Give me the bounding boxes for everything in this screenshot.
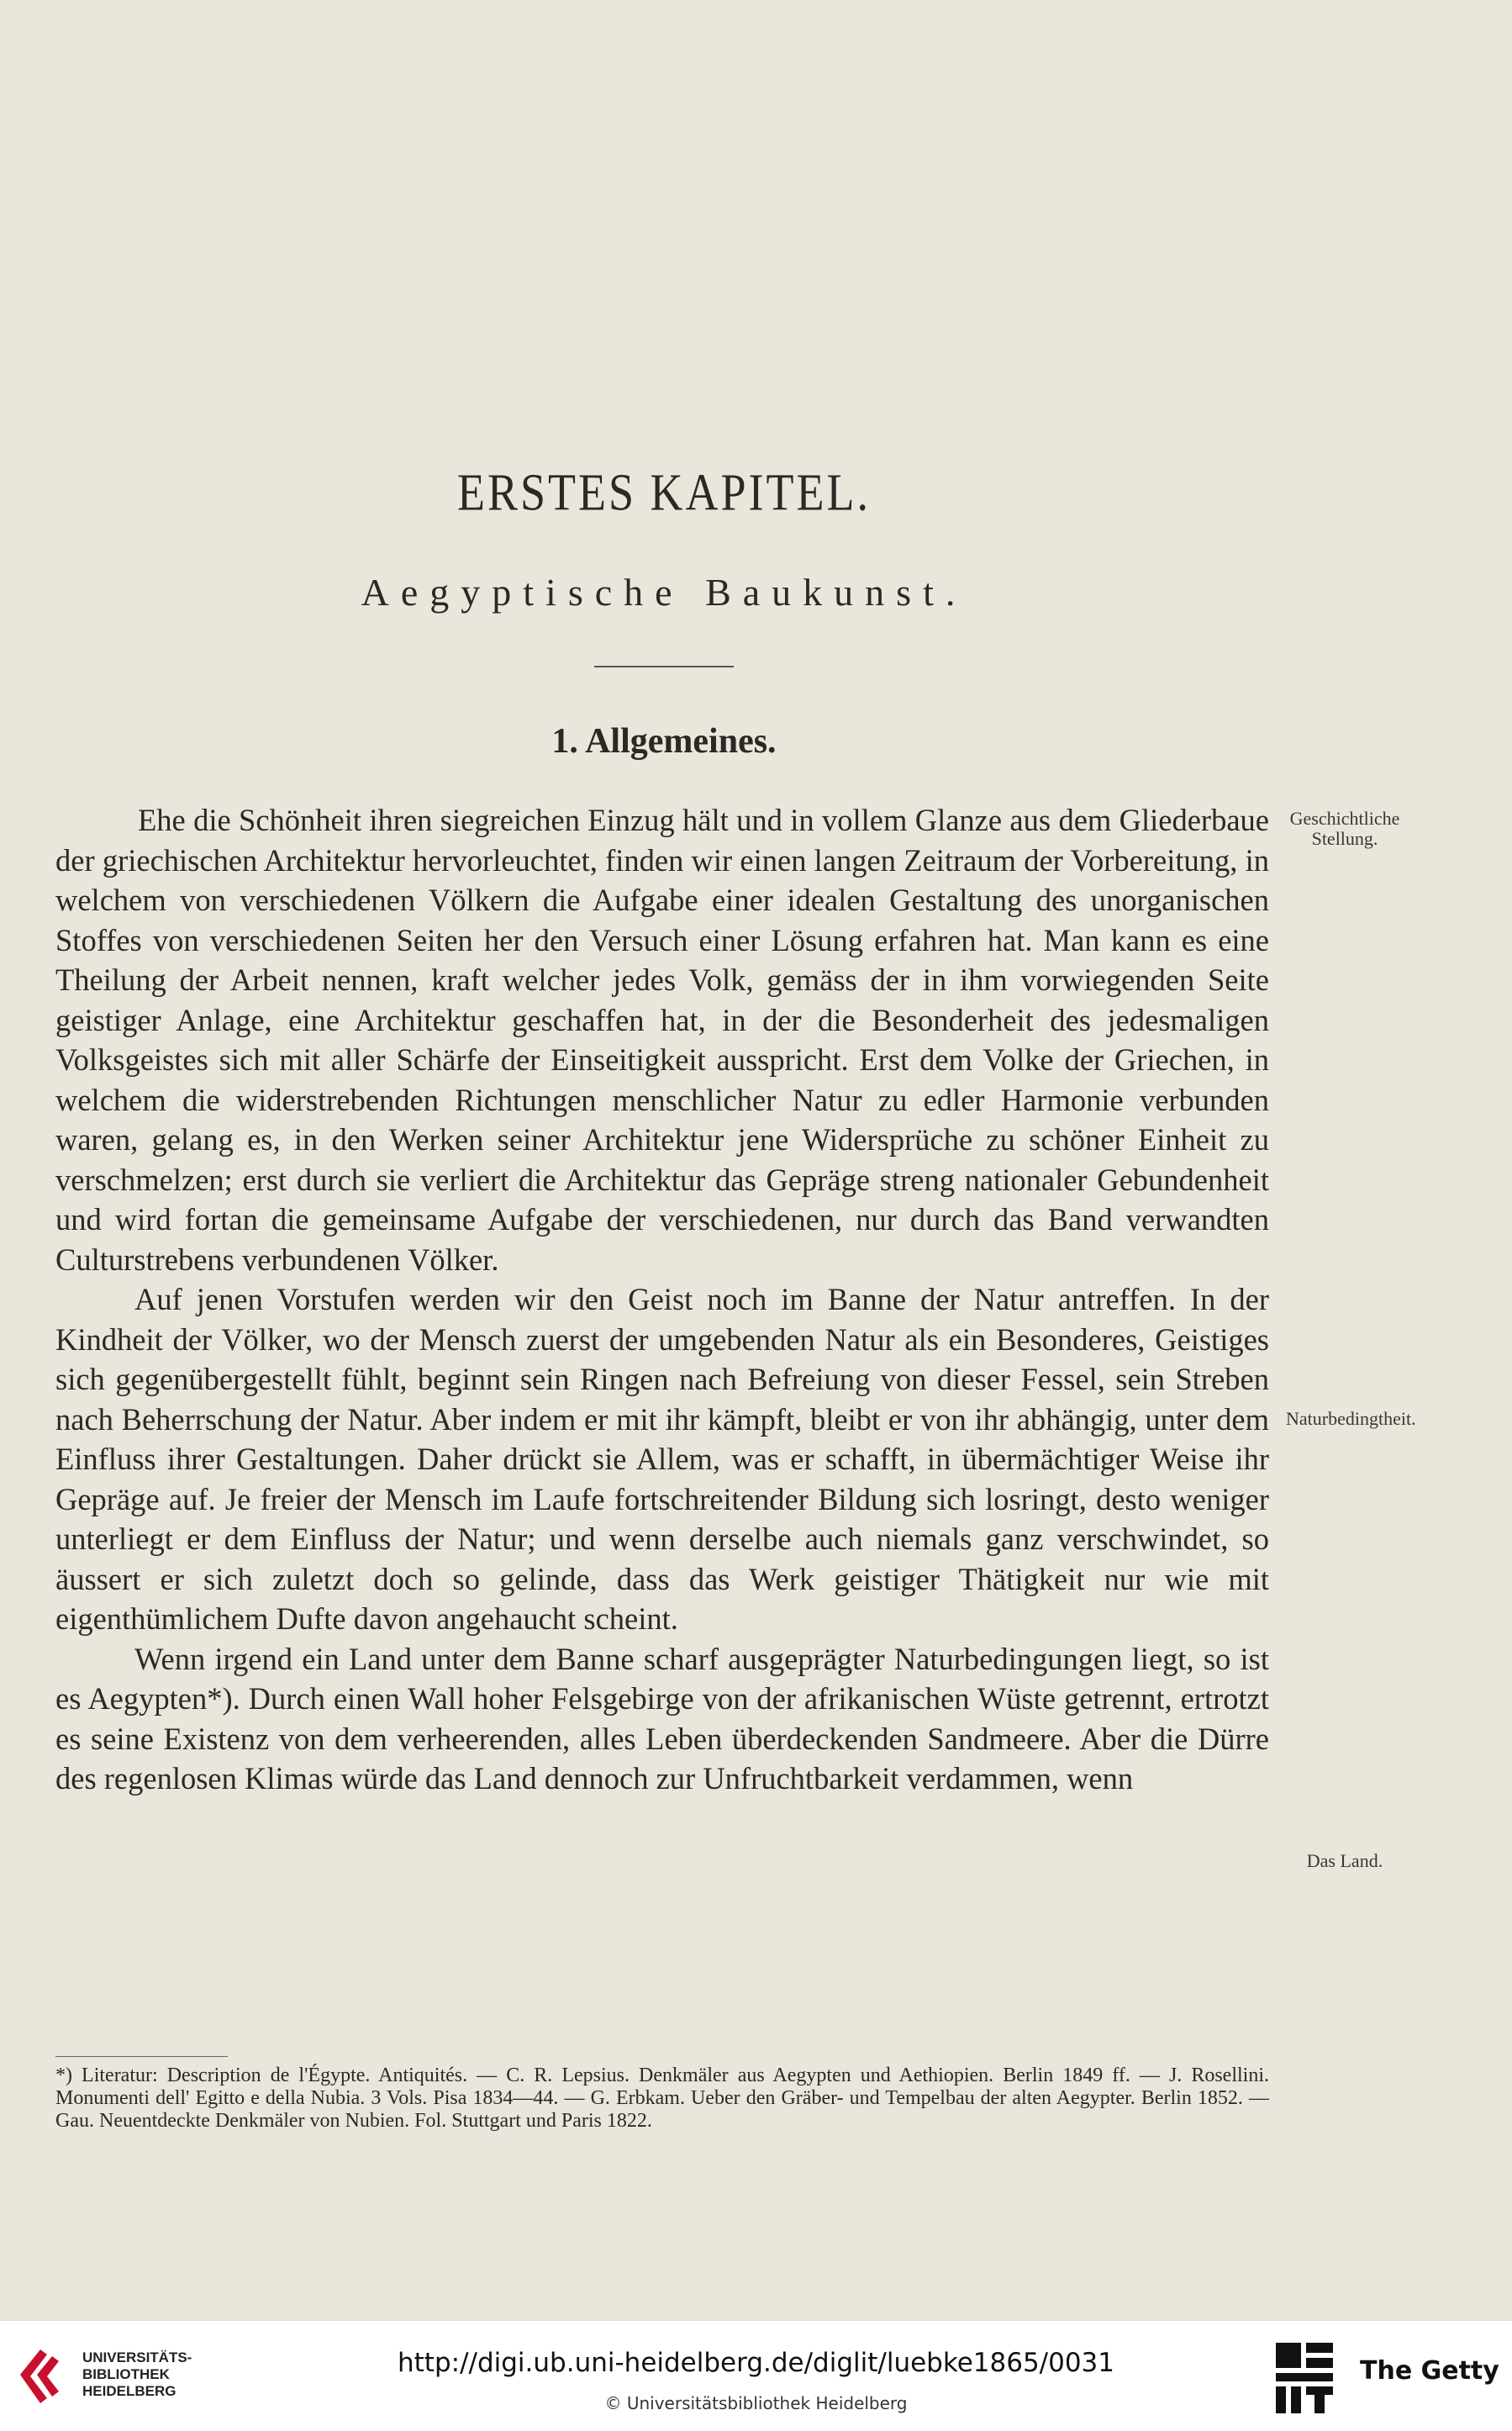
partner-name: The Getty: [1360, 2356, 1499, 2386]
section-heading: 1. Allgemeines.: [551, 722, 777, 761]
paragraph-2: Auf jenen Vorstufen werden wir den Geist noch im Banne der Natur antreffen. In der Kindheit der Völker, wo der Mensch zuerst der umgebenden Natur als ein Besonderes, Geistiges sich gegenübergestellt fühlt, beginnt sein Ringen nach Befreiung von dieser Fessel, sein Streben nach Beherrschung der Natur. Aber indem er mit ihr kämpft, bleibt er von ihr abhängig, unter dem Einfluss ihrer Gestaltungen. Daher drückt sie Allem, was er schafft, in übermächtiger Weise ihr Gepräge auf. Je freier der Mensch im Laufe fortschreitender Bildung sich losringt, desto weniger unterliegt er dem Einfluss der Natur; und wenn derselbe auch niemals ganz verschwindet, so äussert er sich zuletzt doch so gelinde, dass das Werk geistiger Thätigkeit nur wie mit eigenthümlichem Dufte davon angehaucht scheint.: [55, 1282, 1269, 1636]
viewer-footer: [0, 2320, 1512, 2431]
footnote: *) Literatur: Description de l'Égypte. Antiquités. — C. R. Lepsius. Denkmäler aus Aegypten und Aethiopien. Berlin 1849 ff. — J. Rosellini. Monumenti dell' Egitto e della Nubia. 3 Vols. Pisa 1834—44. — G. Erbkam. Ueber den Gräber- und Tempelbau der alten Aegypter. Berlin 1852. — Gau. Neuentdeckte Denkmäler von Nubien. Fol. Stuttgart und Paris 1822.: [55, 2065, 1269, 2132]
margin-note-geschichtliche-stellung: Geschichtliche Stellung.: [1289, 808, 1400, 849]
footnote-divider: [55, 2056, 228, 2057]
title-divider: [594, 666, 734, 667]
permalink-url[interactable]: http://digi.ub.uni-heidelberg.de/diglit/luebke1865/0031: [398, 2348, 1114, 2378]
paragraph-3: Wenn irgend ein Land unter dem Banne scharf ausgeprägter Naturbedingungen liegt, so ist es Aegypten*). Durch einen Wall hoher Felsgebirge von der afrikanischen Wüste getrennt, ertrotzt es seine Existenz von dem verheerenden, alles Leben überdeckenden Sandmeere. Aber die Dürre des regenlosen Klimas würde das Land dennoch zur Unfruchtbarkeit verdammen, wenn: [55, 1641, 1269, 1796]
library-name: UNIVERSITÄTS- BIBLIOTHEK HEIDELBERG: [82, 2349, 192, 2399]
body-text: [55, 800, 1269, 1799]
paragraph-1: Ehe die Schönheit ihren siegreichen Einzug hält und in vollem Glanze aus dem Gliederbaue der griechischen Architektur hervorleuchtet, finden wir einen langen Zeitraum der Vorbereitung, in welchem von verschiedenen Völkern die Aufgabe einer idealen Gestaltung des unorganischen Stoffes von verschiedenen Seiten her den Versuch einer Lösung erfahren hat. Man kann es eine Theilung der Arbeit nennen, kraft welcher jedes Volk, gemäss der in ihm vorwiegenden Seite geistiger Anlage, eine Architektur geschaffen hat, in der die Besonderheit des jedesmaligen Volksgeistes sich mit aller Schärfe der Einseitigkeit ausspricht. Erst dem Volke der Griechen, in welchem die widerstrebenden Richtungen menschlicher Natur zu edler Harmonie verbunden waren, gelang es, in den Werken seiner Architektur jene Widersprüche zu schöner Einheit zu verschmelzen; erst durch sie verliert die Architektur das Gepräge streng nationaler Gebundenheit und wird fortan die gemeinsame Aufgabe der verschiedenen, nur durch das Band verwandten Culturstrebens verbundenen Völker.: [55, 803, 1269, 1277]
margin-note-naturbedingtheit: Naturbedingtheit.: [1286, 1408, 1416, 1429]
copyright-notice: © Universitätsbibliothek Heidelberg: [604, 2393, 908, 2413]
chapter-title: ERSTES KAPITEL.: [456, 463, 871, 522]
chapter-subtitle: Aegyptische Baukunst.: [361, 571, 967, 614]
getty-logo-icon[interactable]: [1272, 2339, 1336, 2417]
margin-note-das-land: Das Land.: [1306, 1850, 1383, 1871]
